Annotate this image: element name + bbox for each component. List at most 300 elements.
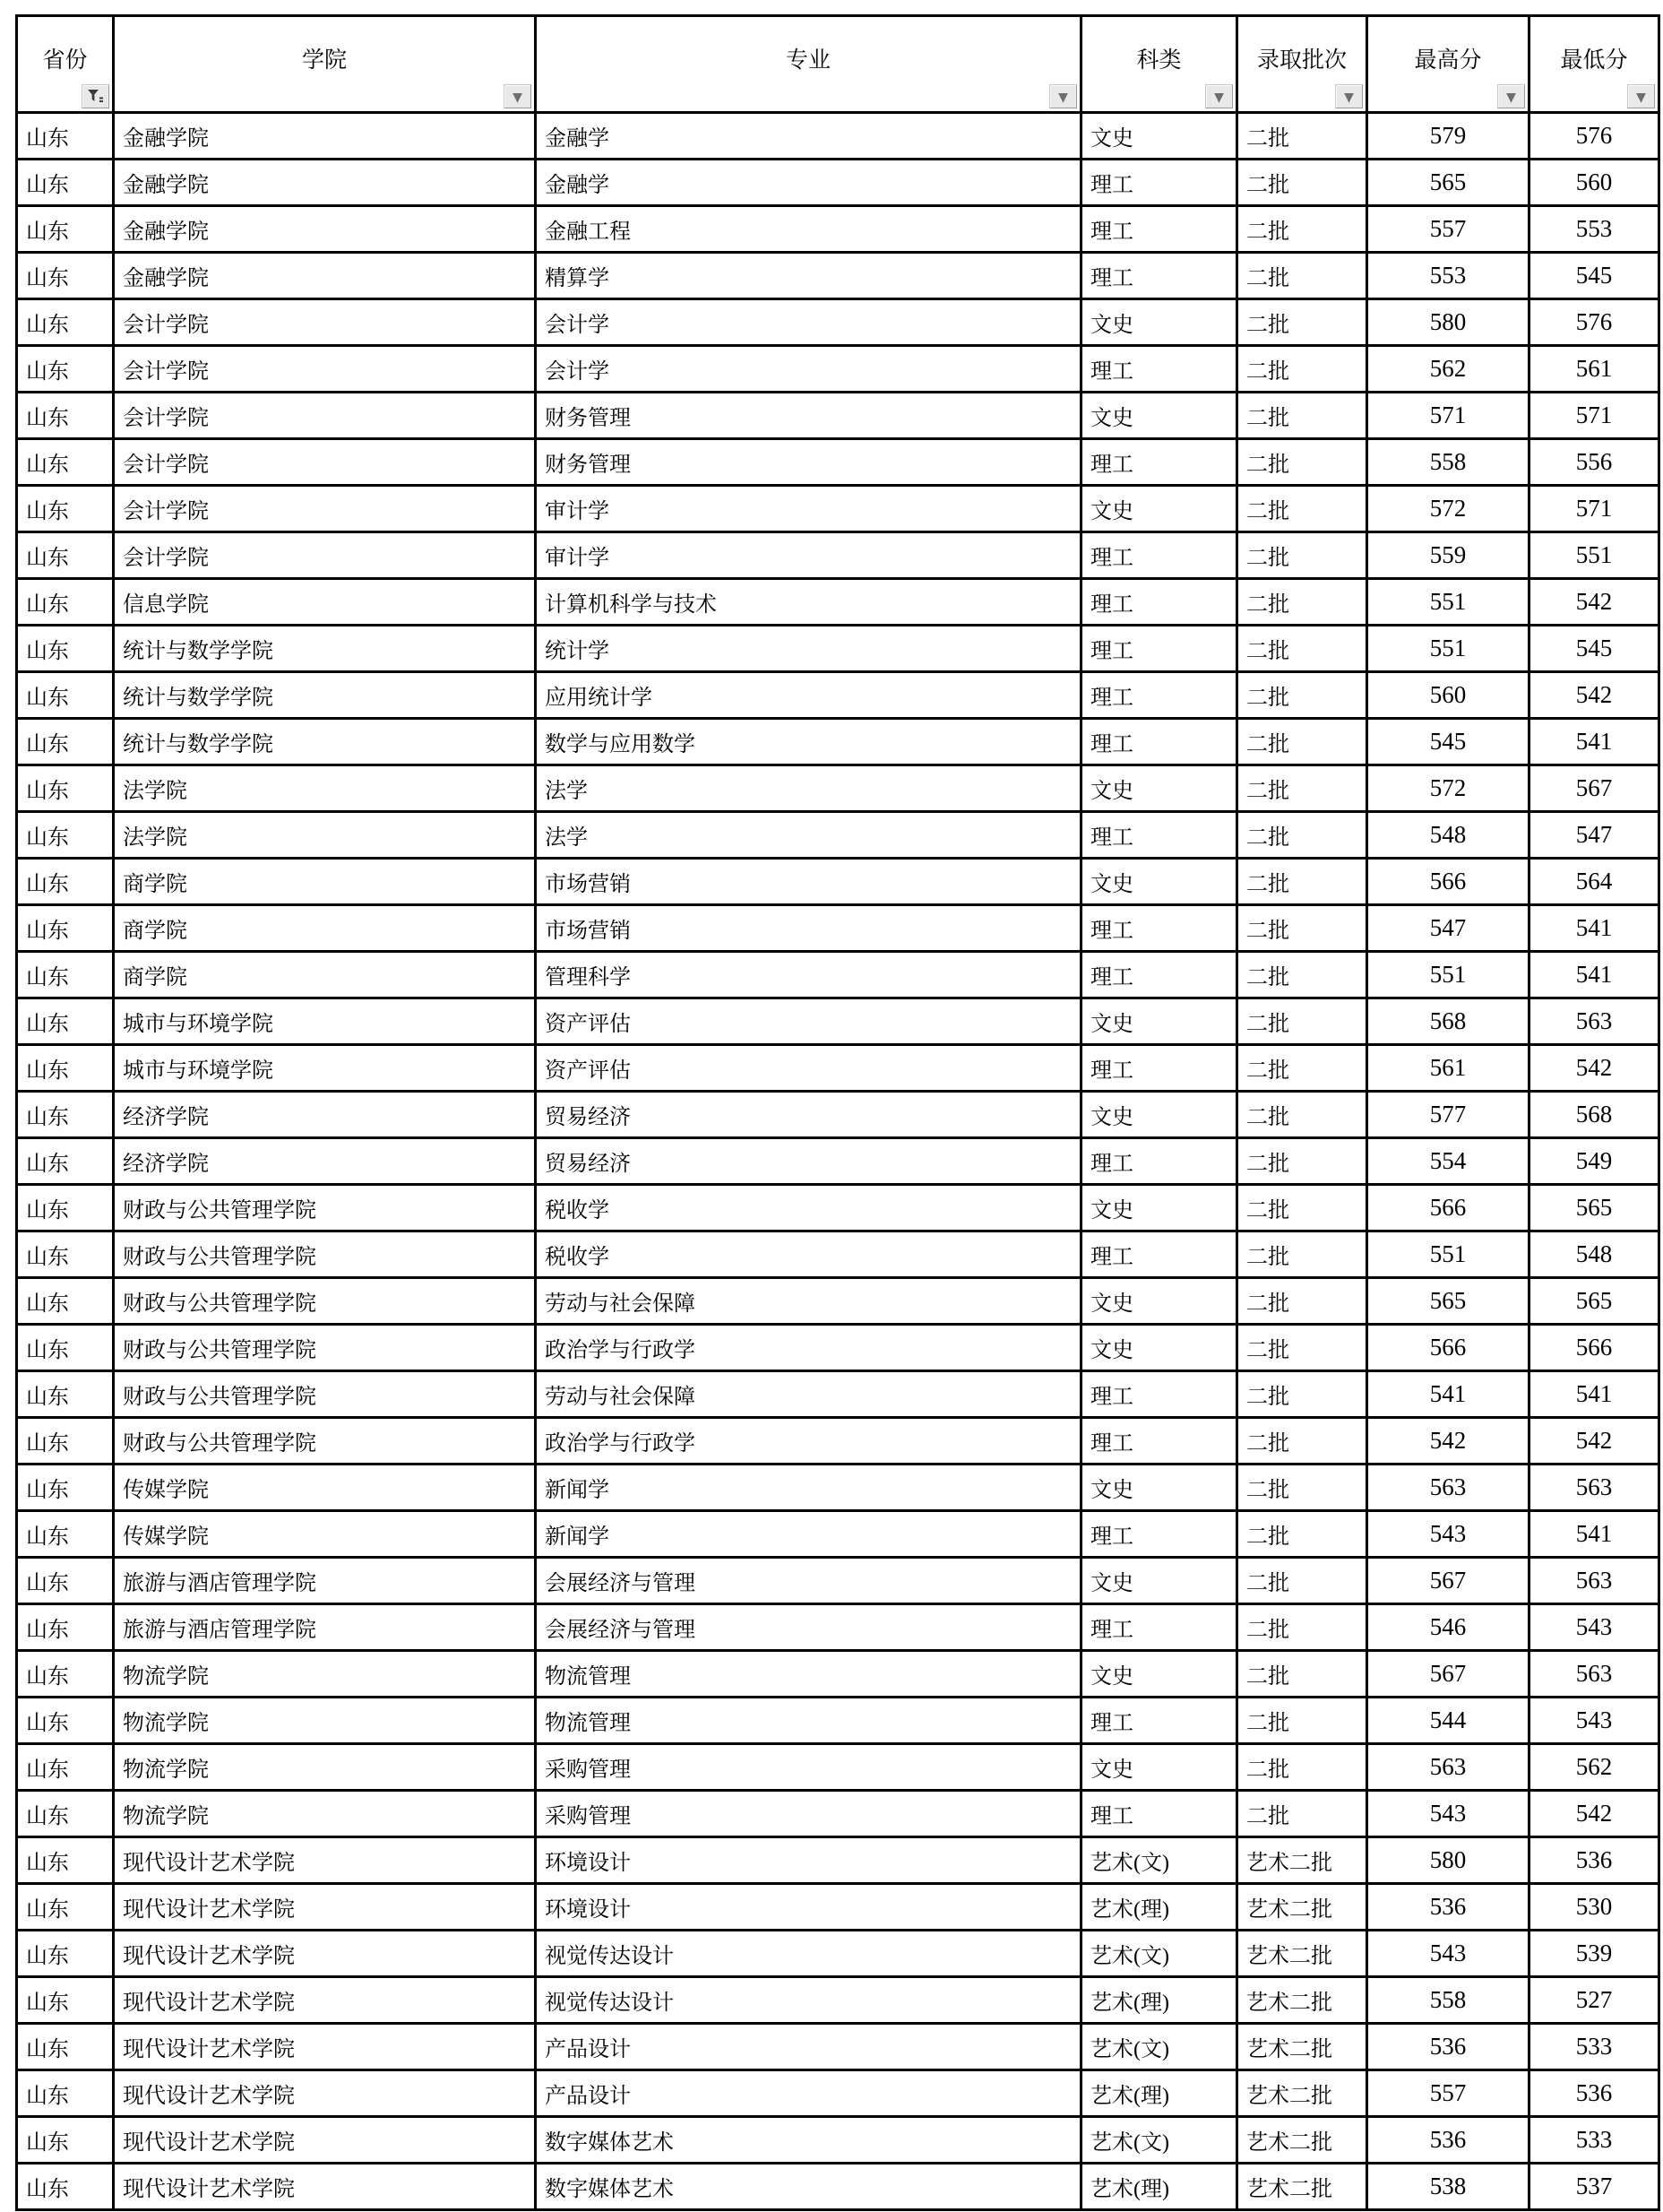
- cell-province[interactable]: 山东: [17, 952, 114, 998]
- cell-college[interactable]: 财政与公共管理学院: [114, 1185, 536, 1231]
- cell-min-score[interactable]: 562: [1529, 1744, 1659, 1791]
- cell-min-score[interactable]: 533: [1529, 2024, 1659, 2070]
- cell-min-score[interactable]: 576: [1529, 299, 1659, 346]
- cell-college[interactable]: 现代设计艺术学院: [114, 1837, 536, 1884]
- cell-college[interactable]: 传媒学院: [114, 1511, 536, 1558]
- cell-batch[interactable]: 二批: [1237, 299, 1367, 346]
- cell-batch[interactable]: 艺术二批: [1237, 1977, 1367, 2024]
- cell-category[interactable]: 艺术(文): [1081, 1931, 1237, 1977]
- cell-max-score[interactable]: 545: [1367, 719, 1529, 765]
- cell-college[interactable]: 法学院: [114, 765, 536, 812]
- cell-category[interactable]: 艺术(文): [1081, 2117, 1237, 2164]
- cell-major[interactable]: 市场营销: [536, 905, 1081, 952]
- cell-category[interactable]: 文史: [1081, 859, 1237, 905]
- cell-college[interactable]: 金融学院: [114, 113, 536, 160]
- cell-major[interactable]: 资产评估: [536, 998, 1081, 1045]
- cell-major[interactable]: 采购管理: [536, 1791, 1081, 1837]
- cell-major[interactable]: 市场营销: [536, 859, 1081, 905]
- cell-major[interactable]: 数学与应用数学: [536, 719, 1081, 765]
- cell-category[interactable]: 艺术(理): [1081, 1977, 1237, 2024]
- cell-province[interactable]: 山东: [17, 1185, 114, 1231]
- cell-province[interactable]: 山东: [17, 1931, 114, 1977]
- cell-major[interactable]: 视觉传达设计: [536, 1977, 1081, 2024]
- cell-major[interactable]: 会展经济与管理: [536, 1604, 1081, 1651]
- cell-college[interactable]: 商学院: [114, 859, 536, 905]
- cell-min-score[interactable]: 563: [1529, 1558, 1659, 1604]
- cell-batch[interactable]: 二批: [1237, 812, 1367, 859]
- cell-college[interactable]: 会计学院: [114, 393, 536, 439]
- cell-province[interactable]: 山东: [17, 206, 114, 253]
- cell-batch[interactable]: 二批: [1237, 1185, 1367, 1231]
- cell-batch[interactable]: 二批: [1237, 160, 1367, 206]
- cell-college[interactable]: 现代设计艺术学院: [114, 2117, 536, 2164]
- cell-province[interactable]: 山东: [17, 439, 114, 486]
- cell-max-score[interactable]: 563: [1367, 1744, 1529, 1791]
- cell-category[interactable]: 理工: [1081, 812, 1237, 859]
- cell-min-score[interactable]: 533: [1529, 2117, 1659, 2164]
- cell-batch[interactable]: 二批: [1237, 765, 1367, 812]
- cell-batch[interactable]: 二批: [1237, 486, 1367, 532]
- cell-min-score[interactable]: 560: [1529, 160, 1659, 206]
- cell-major[interactable]: 资产评估: [536, 1045, 1081, 1092]
- cell-max-score[interactable]: 572: [1367, 765, 1529, 812]
- cell-batch[interactable]: 二批: [1237, 626, 1367, 672]
- cell-college[interactable]: 会计学院: [114, 346, 536, 393]
- cell-max-score[interactable]: 543: [1367, 1791, 1529, 1837]
- cell-category[interactable]: 理工: [1081, 206, 1237, 253]
- cell-category[interactable]: 理工: [1081, 1604, 1237, 1651]
- cell-province[interactable]: 山东: [17, 1138, 114, 1185]
- cell-max-score[interactable]: 541: [1367, 1371, 1529, 1418]
- cell-min-score[interactable]: 561: [1529, 346, 1659, 393]
- cell-college[interactable]: 现代设计艺术学院: [114, 2024, 536, 2070]
- cell-college[interactable]: 统计与数学学院: [114, 626, 536, 672]
- cell-major[interactable]: 视觉传达设计: [536, 1931, 1081, 1977]
- category-filter-button[interactable]: [1205, 84, 1233, 108]
- cell-max-score[interactable]: 571: [1367, 393, 1529, 439]
- cell-major[interactable]: 统计学: [536, 626, 1081, 672]
- cell-min-score[interactable]: 565: [1529, 1278, 1659, 1325]
- cell-min-score[interactable]: 563: [1529, 998, 1659, 1045]
- cell-batch[interactable]: 二批: [1237, 1278, 1367, 1325]
- cell-max-score[interactable]: 536: [1367, 2024, 1529, 2070]
- cell-max-score[interactable]: 580: [1367, 1837, 1529, 1884]
- cell-province[interactable]: 山东: [17, 1604, 114, 1651]
- cell-max-score[interactable]: 536: [1367, 2117, 1529, 2164]
- major-filter-button[interactable]: [1049, 84, 1077, 108]
- cell-major[interactable]: 物流管理: [536, 1651, 1081, 1698]
- cell-category[interactable]: 理工: [1081, 439, 1237, 486]
- cell-max-score[interactable]: 538: [1367, 2164, 1529, 2210]
- cell-major[interactable]: 审计学: [536, 486, 1081, 532]
- cell-category[interactable]: 理工: [1081, 626, 1237, 672]
- cell-batch[interactable]: 二批: [1237, 1092, 1367, 1138]
- cell-major[interactable]: 采购管理: [536, 1744, 1081, 1791]
- cell-max-score[interactable]: 544: [1367, 1698, 1529, 1744]
- cell-college[interactable]: 商学院: [114, 952, 536, 998]
- province-filter-button[interactable]: [82, 84, 109, 108]
- cell-category[interactable]: 文史: [1081, 1465, 1237, 1511]
- cell-batch[interactable]: 二批: [1237, 905, 1367, 952]
- cell-min-score[interactable]: 563: [1529, 1465, 1659, 1511]
- cell-batch[interactable]: 二批: [1237, 1558, 1367, 1604]
- cell-category[interactable]: 理工: [1081, 1045, 1237, 1092]
- cell-province[interactable]: 山东: [17, 1231, 114, 1278]
- cell-batch[interactable]: 二批: [1237, 672, 1367, 719]
- cell-batch[interactable]: 二批: [1237, 439, 1367, 486]
- cell-min-score[interactable]: 543: [1529, 1698, 1659, 1744]
- cell-min-score[interactable]: 541: [1529, 1371, 1659, 1418]
- cell-province[interactable]: 山东: [17, 1045, 114, 1092]
- cell-major[interactable]: 税收学: [536, 1231, 1081, 1278]
- cell-category[interactable]: 文史: [1081, 1278, 1237, 1325]
- cell-min-score[interactable]: 541: [1529, 1511, 1659, 1558]
- cell-max-score[interactable]: 580: [1367, 299, 1529, 346]
- cell-min-score[interactable]: 543: [1529, 1604, 1659, 1651]
- cell-college[interactable]: 会计学院: [114, 532, 536, 579]
- cell-min-score[interactable]: 537: [1529, 2164, 1659, 2210]
- cell-province[interactable]: 山东: [17, 299, 114, 346]
- cell-batch[interactable]: 艺术二批: [1237, 2070, 1367, 2117]
- cell-min-score[interactable]: 530: [1529, 1884, 1659, 1931]
- cell-batch[interactable]: 二批: [1237, 1511, 1367, 1558]
- cell-batch[interactable]: 二批: [1237, 393, 1367, 439]
- cell-major[interactable]: 劳动与社会保障: [536, 1371, 1081, 1418]
- cell-province[interactable]: 山东: [17, 113, 114, 160]
- cell-province[interactable]: 山东: [17, 1092, 114, 1138]
- cell-province[interactable]: 山东: [17, 2164, 114, 2210]
- cell-major[interactable]: 物流管理: [536, 1698, 1081, 1744]
- cell-major[interactable]: 政治学与行政学: [536, 1418, 1081, 1465]
- cell-min-score[interactable]: 571: [1529, 393, 1659, 439]
- cell-batch[interactable]: 二批: [1237, 1744, 1367, 1791]
- cell-batch[interactable]: 二批: [1237, 719, 1367, 765]
- cell-batch[interactable]: 二批: [1237, 253, 1367, 299]
- cell-province[interactable]: 山东: [17, 998, 114, 1045]
- cell-min-score[interactable]: 541: [1529, 719, 1659, 765]
- cell-college[interactable]: 旅游与酒店管理学院: [114, 1604, 536, 1651]
- cell-max-score[interactable]: 546: [1367, 1604, 1529, 1651]
- cell-college[interactable]: 物流学院: [114, 1744, 536, 1791]
- cell-max-score[interactable]: 559: [1367, 532, 1529, 579]
- cell-max-score[interactable]: 567: [1367, 1651, 1529, 1698]
- cell-batch[interactable]: 二批: [1237, 206, 1367, 253]
- cell-min-score[interactable]: 556: [1529, 439, 1659, 486]
- cell-major[interactable]: 计算机科学与技术: [536, 579, 1081, 626]
- cell-min-score[interactable]: 527: [1529, 1977, 1659, 2024]
- cell-major[interactable]: 新闻学: [536, 1465, 1081, 1511]
- cell-province[interactable]: 山东: [17, 1278, 114, 1325]
- cell-min-score[interactable]: 564: [1529, 859, 1659, 905]
- cell-max-score[interactable]: 558: [1367, 439, 1529, 486]
- cell-max-score[interactable]: 551: [1367, 952, 1529, 998]
- cell-batch[interactable]: 二批: [1237, 1465, 1367, 1511]
- cell-major[interactable]: 环境设计: [536, 1884, 1081, 1931]
- cell-province[interactable]: 山东: [17, 1371, 114, 1418]
- cell-college[interactable]: 经济学院: [114, 1138, 536, 1185]
- cell-major[interactable]: 数字媒体艺术: [536, 2164, 1081, 2210]
- cell-major[interactable]: 财务管理: [536, 439, 1081, 486]
- cell-province[interactable]: 山东: [17, 905, 114, 952]
- min-score-filter-button[interactable]: [1627, 84, 1655, 108]
- cell-max-score[interactable]: 562: [1367, 346, 1529, 393]
- cell-batch[interactable]: 艺术二批: [1237, 2024, 1367, 2070]
- cell-batch[interactable]: 二批: [1237, 952, 1367, 998]
- cell-college[interactable]: 城市与环境学院: [114, 1045, 536, 1092]
- cell-min-score[interactable]: 542: [1529, 579, 1659, 626]
- cell-college[interactable]: 财政与公共管理学院: [114, 1325, 536, 1371]
- cell-category[interactable]: 文史: [1081, 1558, 1237, 1604]
- cell-major[interactable]: 政治学与行政学: [536, 1325, 1081, 1371]
- cell-category[interactable]: 艺术(理): [1081, 2070, 1237, 2117]
- cell-max-score[interactable]: 543: [1367, 1931, 1529, 1977]
- cell-batch[interactable]: 艺术二批: [1237, 1884, 1367, 1931]
- cell-batch[interactable]: 二批: [1237, 859, 1367, 905]
- cell-province[interactable]: 山东: [17, 1511, 114, 1558]
- cell-province[interactable]: 山东: [17, 1837, 114, 1884]
- cell-category[interactable]: 理工: [1081, 253, 1237, 299]
- cell-min-score[interactable]: 542: [1529, 672, 1659, 719]
- cell-category[interactable]: 理工: [1081, 532, 1237, 579]
- cell-min-score[interactable]: 551: [1529, 532, 1659, 579]
- cell-max-score[interactable]: 566: [1367, 859, 1529, 905]
- cell-province[interactable]: 山东: [17, 672, 114, 719]
- cell-max-score[interactable]: 560: [1367, 672, 1529, 719]
- cell-province[interactable]: 山东: [17, 626, 114, 672]
- cell-college[interactable]: 金融学院: [114, 160, 536, 206]
- cell-min-score[interactable]: 539: [1529, 1931, 1659, 1977]
- cell-province[interactable]: 山东: [17, 1884, 114, 1931]
- cell-province[interactable]: 山东: [17, 1651, 114, 1698]
- cell-category[interactable]: 艺术(文): [1081, 2024, 1237, 2070]
- cell-category[interactable]: 理工: [1081, 346, 1237, 393]
- cell-province[interactable]: 山东: [17, 1977, 114, 2024]
- cell-category[interactable]: 理工: [1081, 905, 1237, 952]
- cell-min-score[interactable]: 536: [1529, 2070, 1659, 2117]
- cell-max-score[interactable]: 551: [1367, 1231, 1529, 1278]
- cell-college[interactable]: 现代设计艺术学院: [114, 1884, 536, 1931]
- cell-major[interactable]: 应用统计学: [536, 672, 1081, 719]
- cell-major[interactable]: 金融学: [536, 113, 1081, 160]
- cell-category[interactable]: 文史: [1081, 393, 1237, 439]
- cell-max-score[interactable]: 547: [1367, 905, 1529, 952]
- cell-college[interactable]: 统计与数学学院: [114, 719, 536, 765]
- cell-max-score[interactable]: 563: [1367, 1465, 1529, 1511]
- cell-max-score[interactable]: 553: [1367, 253, 1529, 299]
- cell-min-score[interactable]: 545: [1529, 626, 1659, 672]
- cell-min-score[interactable]: 568: [1529, 1092, 1659, 1138]
- cell-major[interactable]: 审计学: [536, 532, 1081, 579]
- cell-major[interactable]: 精算学: [536, 253, 1081, 299]
- cell-college[interactable]: 统计与数学学院: [114, 672, 536, 719]
- cell-max-score[interactable]: 554: [1367, 1138, 1529, 1185]
- cell-category[interactable]: 文史: [1081, 299, 1237, 346]
- cell-college[interactable]: 现代设计艺术学院: [114, 2070, 536, 2117]
- cell-college[interactable]: 商学院: [114, 905, 536, 952]
- cell-province[interactable]: 山东: [17, 719, 114, 765]
- cell-min-score[interactable]: 547: [1529, 812, 1659, 859]
- cell-province[interactable]: 山东: [17, 2070, 114, 2117]
- cell-province[interactable]: 山东: [17, 1465, 114, 1511]
- cell-min-score[interactable]: 553: [1529, 206, 1659, 253]
- cell-batch[interactable]: 艺术二批: [1237, 2117, 1367, 2164]
- cell-max-score[interactable]: 551: [1367, 626, 1529, 672]
- cell-min-score[interactable]: 565: [1529, 1185, 1659, 1231]
- cell-min-score[interactable]: 576: [1529, 113, 1659, 160]
- cell-category[interactable]: 理工: [1081, 1231, 1237, 1278]
- cell-college[interactable]: 现代设计艺术学院: [114, 1977, 536, 2024]
- cell-category[interactable]: 文史: [1081, 1092, 1237, 1138]
- cell-major[interactable]: 贸易经济: [536, 1092, 1081, 1138]
- cell-college[interactable]: 信息学院: [114, 579, 536, 626]
- cell-batch[interactable]: 二批: [1237, 1325, 1367, 1371]
- cell-max-score[interactable]: 566: [1367, 1325, 1529, 1371]
- cell-category[interactable]: 理工: [1081, 1791, 1237, 1837]
- cell-category[interactable]: 文史: [1081, 113, 1237, 160]
- cell-province[interactable]: 山东: [17, 2024, 114, 2070]
- cell-college[interactable]: 会计学院: [114, 486, 536, 532]
- cell-major[interactable]: 法学: [536, 765, 1081, 812]
- cell-college[interactable]: 经济学院: [114, 1092, 536, 1138]
- cell-province[interactable]: 山东: [17, 1325, 114, 1371]
- cell-college[interactable]: 物流学院: [114, 1791, 536, 1837]
- cell-major[interactable]: 财务管理: [536, 393, 1081, 439]
- cell-major[interactable]: 产品设计: [536, 2024, 1081, 2070]
- cell-province[interactable]: 山东: [17, 253, 114, 299]
- cell-batch[interactable]: 二批: [1237, 1418, 1367, 1465]
- cell-batch[interactable]: 二批: [1237, 1604, 1367, 1651]
- cell-batch[interactable]: 二批: [1237, 579, 1367, 626]
- cell-batch[interactable]: 二批: [1237, 113, 1367, 160]
- cell-batch[interactable]: 二批: [1237, 1651, 1367, 1698]
- cell-max-score[interactable]: 557: [1367, 206, 1529, 253]
- cell-province[interactable]: 山东: [17, 859, 114, 905]
- cell-college[interactable]: 财政与公共管理学院: [114, 1231, 536, 1278]
- cell-major[interactable]: 金融学: [536, 160, 1081, 206]
- cell-college[interactable]: 会计学院: [114, 299, 536, 346]
- cell-min-score[interactable]: 542: [1529, 1418, 1659, 1465]
- cell-batch[interactable]: 艺术二批: [1237, 1931, 1367, 1977]
- cell-college[interactable]: 会计学院: [114, 439, 536, 486]
- cell-college[interactable]: 物流学院: [114, 1698, 536, 1744]
- cell-category[interactable]: 文史: [1081, 765, 1237, 812]
- cell-major[interactable]: 新闻学: [536, 1511, 1081, 1558]
- cell-province[interactable]: 山东: [17, 1791, 114, 1837]
- cell-province[interactable]: 山东: [17, 1744, 114, 1791]
- cell-min-score[interactable]: 545: [1529, 253, 1659, 299]
- cell-province[interactable]: 山东: [17, 160, 114, 206]
- cell-min-score[interactable]: 541: [1529, 952, 1659, 998]
- cell-major[interactable]: 劳动与社会保障: [536, 1278, 1081, 1325]
- cell-min-score[interactable]: 571: [1529, 486, 1659, 532]
- cell-province[interactable]: 山东: [17, 812, 114, 859]
- cell-category[interactable]: 文史: [1081, 486, 1237, 532]
- cell-batch[interactable]: 二批: [1237, 1045, 1367, 1092]
- cell-max-score[interactable]: 551: [1367, 579, 1529, 626]
- cell-category[interactable]: 理工: [1081, 719, 1237, 765]
- cell-province[interactable]: 山东: [17, 393, 114, 439]
- cell-category[interactable]: 理工: [1081, 1698, 1237, 1744]
- cell-province[interactable]: 山东: [17, 2117, 114, 2164]
- cell-batch[interactable]: 二批: [1237, 532, 1367, 579]
- cell-category[interactable]: 理工: [1081, 672, 1237, 719]
- cell-min-score[interactable]: 536: [1529, 1837, 1659, 1884]
- cell-college[interactable]: 传媒学院: [114, 1465, 536, 1511]
- cell-province[interactable]: 山东: [17, 1698, 114, 1744]
- cell-major[interactable]: 环境设计: [536, 1837, 1081, 1884]
- cell-category[interactable]: 理工: [1081, 579, 1237, 626]
- cell-category[interactable]: 理工: [1081, 160, 1237, 206]
- cell-category[interactable]: 理工: [1081, 1371, 1237, 1418]
- cell-college[interactable]: 财政与公共管理学院: [114, 1418, 536, 1465]
- max-score-filter-button[interactable]: [1497, 84, 1525, 108]
- cell-category[interactable]: 艺术(理): [1081, 2164, 1237, 2210]
- cell-college[interactable]: 财政与公共管理学院: [114, 1371, 536, 1418]
- batch-filter-button[interactable]: [1335, 84, 1363, 108]
- cell-max-score[interactable]: 566: [1367, 1185, 1529, 1231]
- cell-batch[interactable]: 二批: [1237, 1791, 1367, 1837]
- cell-category[interactable]: 文史: [1081, 1325, 1237, 1371]
- cell-major[interactable]: 会计学: [536, 299, 1081, 346]
- cell-batch[interactable]: 二批: [1237, 346, 1367, 393]
- cell-major[interactable]: 产品设计: [536, 2070, 1081, 2117]
- cell-max-score[interactable]: 572: [1367, 486, 1529, 532]
- cell-category[interactable]: 文史: [1081, 1744, 1237, 1791]
- cell-category[interactable]: 理工: [1081, 952, 1237, 998]
- cell-province[interactable]: 山东: [17, 1418, 114, 1465]
- cell-college[interactable]: 现代设计艺术学院: [114, 1931, 536, 1977]
- cell-max-score[interactable]: 542: [1367, 1418, 1529, 1465]
- cell-min-score[interactable]: 542: [1529, 1791, 1659, 1837]
- cell-batch[interactable]: 艺术二批: [1237, 1837, 1367, 1884]
- cell-max-score[interactable]: 579: [1367, 113, 1529, 160]
- cell-category[interactable]: 文史: [1081, 1185, 1237, 1231]
- cell-batch[interactable]: 艺术二批: [1237, 2164, 1367, 2210]
- cell-college[interactable]: 旅游与酒店管理学院: [114, 1558, 536, 1604]
- college-filter-button[interactable]: [504, 84, 531, 108]
- cell-max-score[interactable]: 548: [1367, 812, 1529, 859]
- cell-major[interactable]: 法学: [536, 812, 1081, 859]
- cell-category[interactable]: 理工: [1081, 1418, 1237, 1465]
- cell-batch[interactable]: 二批: [1237, 1371, 1367, 1418]
- cell-max-score[interactable]: 577: [1367, 1092, 1529, 1138]
- cell-min-score[interactable]: 548: [1529, 1231, 1659, 1278]
- cell-max-score[interactable]: 565: [1367, 160, 1529, 206]
- cell-max-score[interactable]: 561: [1367, 1045, 1529, 1092]
- cell-category[interactable]: 理工: [1081, 1138, 1237, 1185]
- cell-min-score[interactable]: 549: [1529, 1138, 1659, 1185]
- cell-college[interactable]: 物流学院: [114, 1651, 536, 1698]
- cell-major[interactable]: 数字媒体艺术: [536, 2117, 1081, 2164]
- cell-province[interactable]: 山东: [17, 579, 114, 626]
- cell-major[interactable]: 会计学: [536, 346, 1081, 393]
- cell-min-score[interactable]: 563: [1529, 1651, 1659, 1698]
- cell-college[interactable]: 城市与环境学院: [114, 998, 536, 1045]
- cell-min-score[interactable]: 567: [1529, 765, 1659, 812]
- cell-max-score[interactable]: 558: [1367, 1977, 1529, 2024]
- cell-province[interactable]: 山东: [17, 765, 114, 812]
- cell-category[interactable]: 艺术(文): [1081, 1837, 1237, 1884]
- cell-college[interactable]: 法学院: [114, 812, 536, 859]
- cell-min-score[interactable]: 541: [1529, 905, 1659, 952]
- cell-major[interactable]: 贸易经济: [536, 1138, 1081, 1185]
- cell-max-score[interactable]: 557: [1367, 2070, 1529, 2117]
- cell-min-score[interactable]: 566: [1529, 1325, 1659, 1371]
- cell-min-score[interactable]: 542: [1529, 1045, 1659, 1092]
- cell-province[interactable]: 山东: [17, 532, 114, 579]
- cell-province[interactable]: 山东: [17, 1558, 114, 1604]
- cell-college[interactable]: 财政与公共管理学院: [114, 1278, 536, 1325]
